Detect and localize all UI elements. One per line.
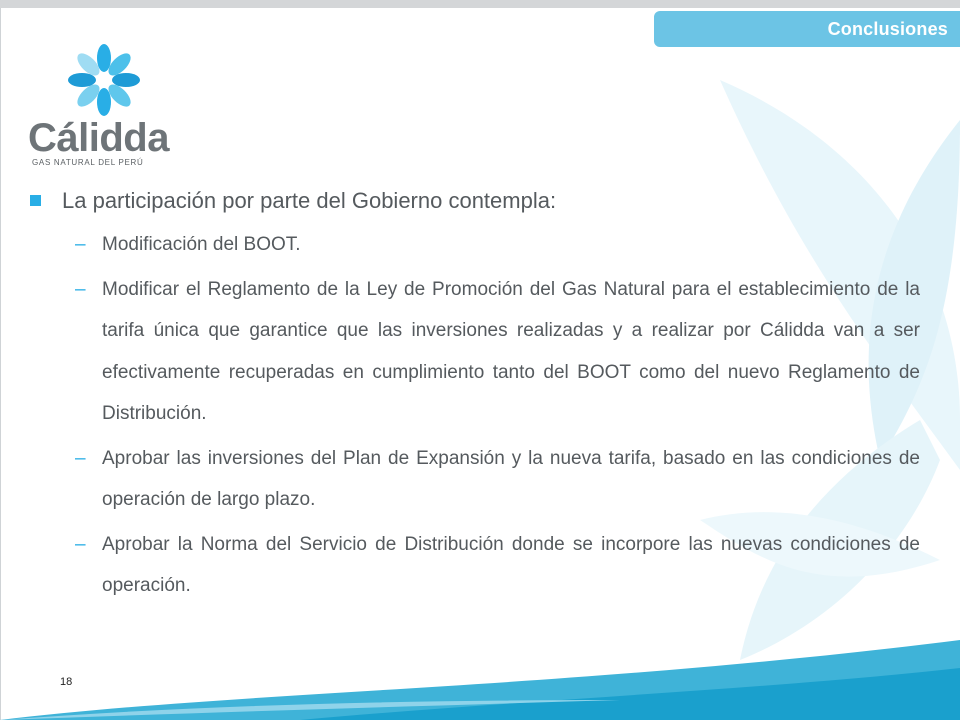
section-label: Conclusiones (827, 19, 948, 39)
sub-bullet-item (30, 224, 920, 266)
sub-bullet-text: Aprobar las inversiones del Plan de Expansión y la nueva tarifa, basado en las condiciones de operación de largo plazo. (102, 447, 920, 510)
logo-name: Cálidda (28, 116, 169, 160)
dash-bullet-icon: – (75, 234, 86, 255)
sub-bullet-text: Aprobar la Norma del Servicio de Distribución donde se incorpore las nuevas condiciones de operación. (102, 533, 920, 596)
dash-bullet-icon: – (75, 533, 86, 555)
section-tab (654, 11, 960, 47)
sub-bullet-item (30, 269, 920, 435)
sub-bullet-item (30, 438, 920, 521)
sub-bullet-list (30, 224, 920, 607)
page-number: 18 (60, 676, 73, 688)
calidda-logo (28, 42, 168, 170)
logo-tagline: GAS NATURAL DEL PERÚ (32, 158, 144, 167)
square-bullet-icon (30, 195, 41, 206)
main-bullet-text: La participación por parte del Gobierno contempla: (62, 188, 557, 213)
sub-bullet-text: Modificar el Reglamento de la Ley de Promoción del Gas Natural para el establecimiento de la tarifa única que garantice que las inversiones realizadas y a realizar por Cálidda van a ser efectivamente recuperadas en cumplimiento tanto del BOOT como del nuevo Reglamento de Distribución. (102, 278, 920, 424)
sub-bullet-text: Modificación del BOOT. (102, 234, 301, 255)
slide-content (30, 182, 920, 610)
dash-bullet-icon: – (75, 278, 86, 300)
sub-bullet-item (30, 524, 920, 607)
main-bullet (30, 182, 920, 220)
dash-bullet-icon: – (75, 447, 86, 469)
flower-logo-icon (64, 42, 144, 118)
